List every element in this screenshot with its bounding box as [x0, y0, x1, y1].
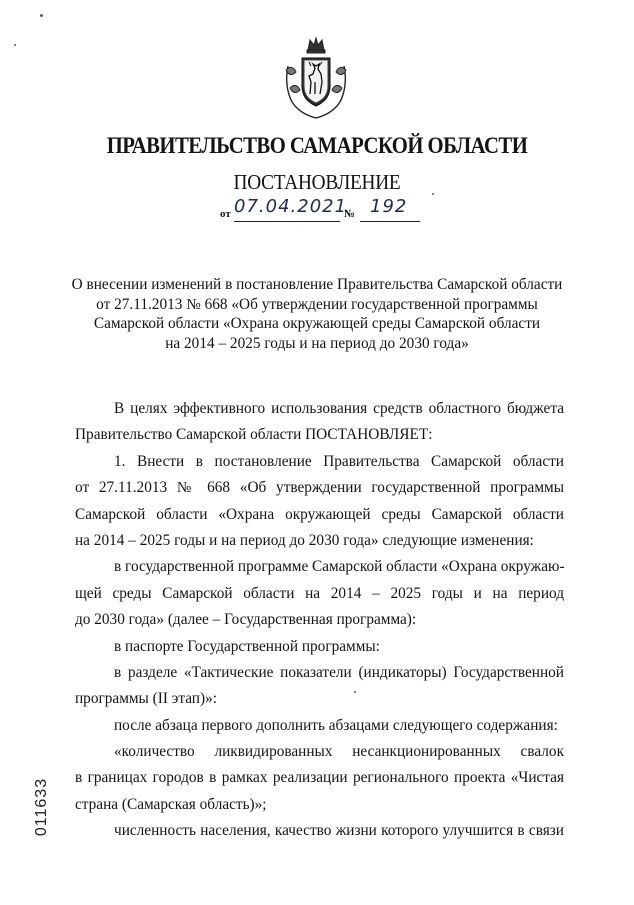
body-line: от 27.11.2013 № 668 «Об утверждении государственной программы: [75, 479, 564, 497]
registration-number: [26, 770, 58, 850]
body-line: программы (II этап)»:: [75, 690, 217, 708]
samara-coat-of-arms-icon: [282, 36, 350, 120]
scan-speck: [354, 691, 356, 693]
body-line: в государственной программе Самарской области «Охрана окружаю-: [114, 558, 565, 576]
date-value: 07.04.2021: [234, 196, 348, 217]
subject-line: Самарской области «Охрана окружающей среды Самарской области: [93, 315, 541, 332]
registration-number-text: 011633: [33, 777, 50, 837]
scan-speck: [40, 14, 43, 17]
body-line: Самарской области «Охрана окружающей среды Самарской области: [75, 505, 564, 523]
body-line: страна (Самарская область)»;: [75, 795, 267, 813]
number-underline: [360, 221, 420, 222]
body-line: В целях эффективного использования средств областного бюджета: [114, 400, 564, 417]
subject-line: от 27.11.2013 № 668 «Об утверждении государственной программы: [96, 295, 538, 313]
subject-line: на 2014 – 2025 годы и на период до 2030 года»: [165, 334, 469, 352]
number-value: 192: [370, 196, 408, 217]
body-line: в паспорте Государственной программы:: [114, 637, 380, 655]
document-type: ПОСТАНОВЛЕНИЕ: [233, 170, 401, 194]
date-number-line: [220, 196, 440, 224]
body-line: Правительство Самарской области ПОСТАНОВЛЯЕТ:: [75, 426, 433, 444]
body-line: в границах городов в рамках реализации регионального проекта «Чистая: [75, 769, 564, 787]
number-prefix: №: [344, 208, 356, 220]
body-line: после абзаца первого дополнить абзацами следующего содержания:: [114, 716, 558, 734]
body-line: «количество ликвидированных несанкционированных свалок: [114, 743, 564, 761]
body-line: численность населения, качество жизни которого улучшится в связи: [114, 822, 564, 840]
subject-heading: [62, 275, 572, 353]
scan-speck: [14, 44, 16, 46]
body-line: до 2030 года» (далее – Государственная программа):: [75, 611, 417, 629]
body-line: щей среды Самарской области на 2014 – 2025 годы и на период: [75, 584, 564, 602]
body-line: на 2014 – 2025 годы и на период до 2030 года» следующие изменения:: [75, 531, 534, 549]
government-title: ПРАВИТЕЛЬСТВО САМАРСКОЙ ОБЛАСТИ: [106, 133, 528, 158]
date-prefix: от: [220, 208, 231, 220]
body-line: в разделе «Тактические показатели (индикаторы) Государственной: [114, 663, 564, 681]
date-underline: [234, 221, 340, 222]
scan-speck: [432, 193, 434, 195]
subject-line: О внесении изменений в постановление Правительства Самарской области: [71, 276, 563, 293]
body-text: [75, 396, 564, 845]
body-line: 1. Внести в постановление Правительства Самарской области: [114, 452, 564, 470]
